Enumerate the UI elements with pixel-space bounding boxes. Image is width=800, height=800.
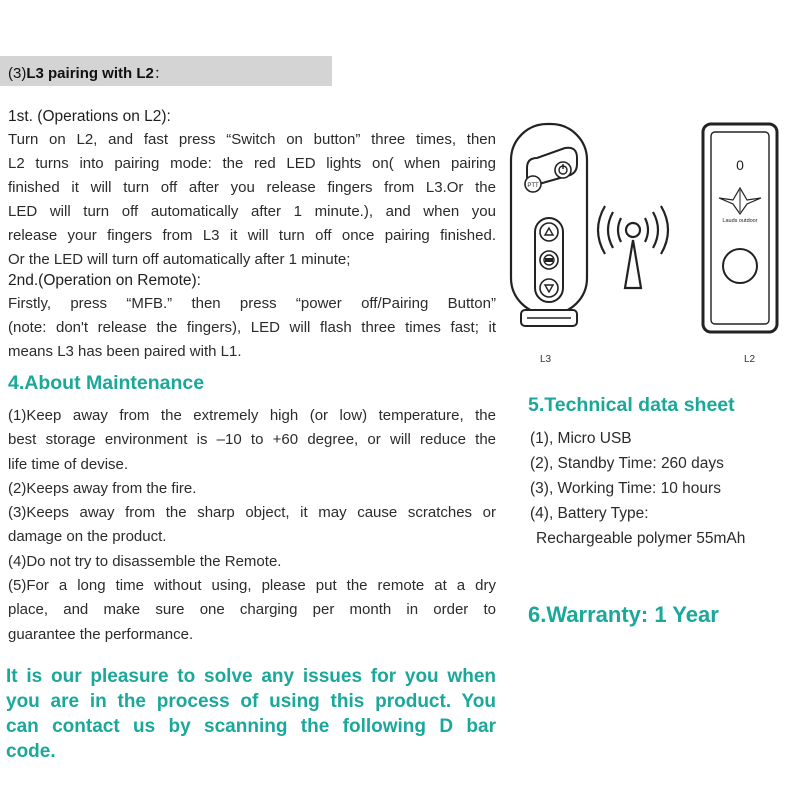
section-title	[8, 62, 169, 83]
section-number: (3)	[8, 65, 27, 82]
step1-body	[8, 128, 496, 272]
step1-line: Or the LED will turn off automatically after 1 minute;	[8, 251, 351, 268]
maintenance-line: (3)Keeps away from the sharp object, it may cause scratches or	[8, 504, 496, 522]
step2-line: means L3 has been paired with L1.	[8, 343, 242, 360]
maintenance-line: best storage environment is –10 to +60 degree, or will reduce the	[8, 431, 496, 449]
techdata-item: (3), Working Time: 10 hours	[530, 480, 721, 497]
section-title-colon: ：	[153, 65, 169, 82]
step2-body	[8, 292, 496, 364]
section-header-bar	[0, 56, 332, 86]
techdata-item: (4), Battery Type:	[530, 505, 649, 522]
step1-line: Turn on L2, and fast press “Switch on button” three times, then	[8, 131, 496, 148]
maintenance-heading: 4.About Maintenance	[8, 372, 205, 394]
wireless-signal-icon	[598, 206, 668, 288]
techdata-item: (2), Standby Time: 260 days	[530, 455, 724, 472]
remote-l3-icon	[511, 124, 587, 326]
step1-line: finished it will turn off after you release fingers from L3.Or the	[8, 179, 496, 196]
closing-line: code.	[6, 741, 56, 762]
techdata-item: Rechargeable polymer 55mAh	[536, 530, 746, 547]
receiver-brand: Lauds outdoor	[722, 218, 758, 224]
maintenance-line: (4)Do not try to disassemble the Remote.	[8, 552, 282, 570]
maintenance-line: (2)Keeps away from the fire.	[8, 479, 197, 497]
receiver-l2-icon	[703, 124, 777, 332]
maintenance-line: damage on the product.	[8, 528, 167, 546]
closing-message	[6, 664, 496, 764]
step1-line: LED will turn off automatically after 1 minute.), and when you	[8, 203, 496, 220]
step1-line: L2 turns into pairing mode: the red LED lights on( when pairing	[8, 155, 496, 172]
closing-line: you are in the process of using this product. You	[6, 691, 496, 712]
maintenance-line: (1)Keep away from the extremely high (or low) temperature, the	[8, 407, 496, 424]
receiver-caption: L2	[744, 354, 756, 365]
step1-line: release your fingers from L3 it will turn off once pairing finished.	[8, 227, 496, 244]
step2-heading: 2nd.(Operation on Remote):	[8, 272, 201, 289]
ptt-label: PTT	[527, 183, 539, 189]
step2-line: Firstly, press “MFB.” then press “power off/Pairing Button”	[8, 295, 496, 312]
closing-line: It is our pleasure to solve any issues for you when	[6, 666, 496, 687]
remote-caption: L3	[540, 354, 552, 365]
warranty-heading: 6.Warranty: 1 Year	[528, 602, 719, 627]
maintenance-line: life time of devise.	[8, 455, 129, 473]
device-illustration	[505, 118, 795, 348]
maintenance-line: (5)For a long time without using, please put the remote at a dry	[8, 577, 496, 595]
step1-heading: 1st. (Operations on L2):	[8, 108, 171, 125]
maintenance-body	[8, 404, 496, 647]
maintenance-line: place, and make sure one charging per month in order to	[8, 601, 496, 619]
maintenance-line: guarantee the performance.	[8, 625, 194, 643]
receiver-digit: 0	[736, 157, 744, 173]
techdata-heading: 5.Technical data sheet	[528, 394, 735, 416]
section-title-text: L3 pairing with L2	[26, 65, 154, 82]
step2-line: (note: don't release the fingers), LED will flash three times fast; it	[8, 319, 496, 336]
closing-line: can contact us by scanning the following D bar	[6, 716, 496, 737]
techdata-item: (1), Micro USB	[530, 430, 632, 447]
